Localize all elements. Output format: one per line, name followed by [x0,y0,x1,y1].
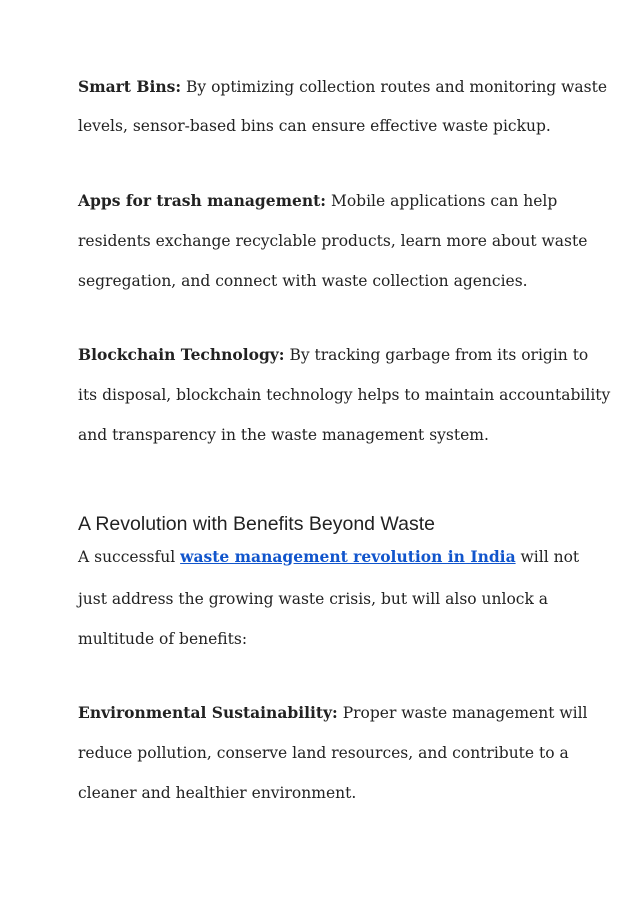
term-environmental: Environmental Sustainability: [78,703,338,722]
term-blockchain: Blockchain Technology: [78,345,285,364]
waste-management-revolution-link[interactable]: waste management revolution in India [180,547,516,566]
paragraph-environmental: Environmental Sustainability: Proper waste management will [78,703,588,722]
paragraph-intro-line2: just address the growing waste crisis, but will also unlock a [78,590,549,608]
term-apps: Apps for trash management: [78,191,327,210]
term-smart-bins: Smart Bins: [78,77,182,96]
paragraph-intro-line3: multitude of benefits: [78,630,248,648]
paragraph-blockchain-line2: its disposal, blockchain technology helps to maintain accountability [78,386,611,404]
section-heading: A Revolution with Benefits Beyond Waste [78,513,435,535]
paragraph-environmental-line3: cleaner and healthier environment. [78,784,357,802]
paragraph-blockchain: Blockchain Technology: By tracking garbage from its origin to [78,345,589,364]
paragraph-environmental-line2: reduce pollution, conserve land resources, and contribute to a [78,744,569,762]
paragraph-apps: Apps for trash management: Mobile applications can help [78,191,558,210]
paragraph-intro: A successful waste management revolution in India will not [78,547,580,566]
paragraph-blockchain-line3: and transparency in the waste management system. [78,426,489,444]
paragraph-apps-line2: residents exchange recyclable products, learn more about waste [78,232,588,250]
paragraph-smart-bins: Smart Bins: By optimizing collection routes and monitoring waste [78,77,608,96]
paragraph-apps-line3: segregation, and connect with waste collection agencies. [78,272,528,290]
paragraph-smart-bins-cont: levels, sensor-based bins can ensure effective waste pickup. [78,117,551,135]
